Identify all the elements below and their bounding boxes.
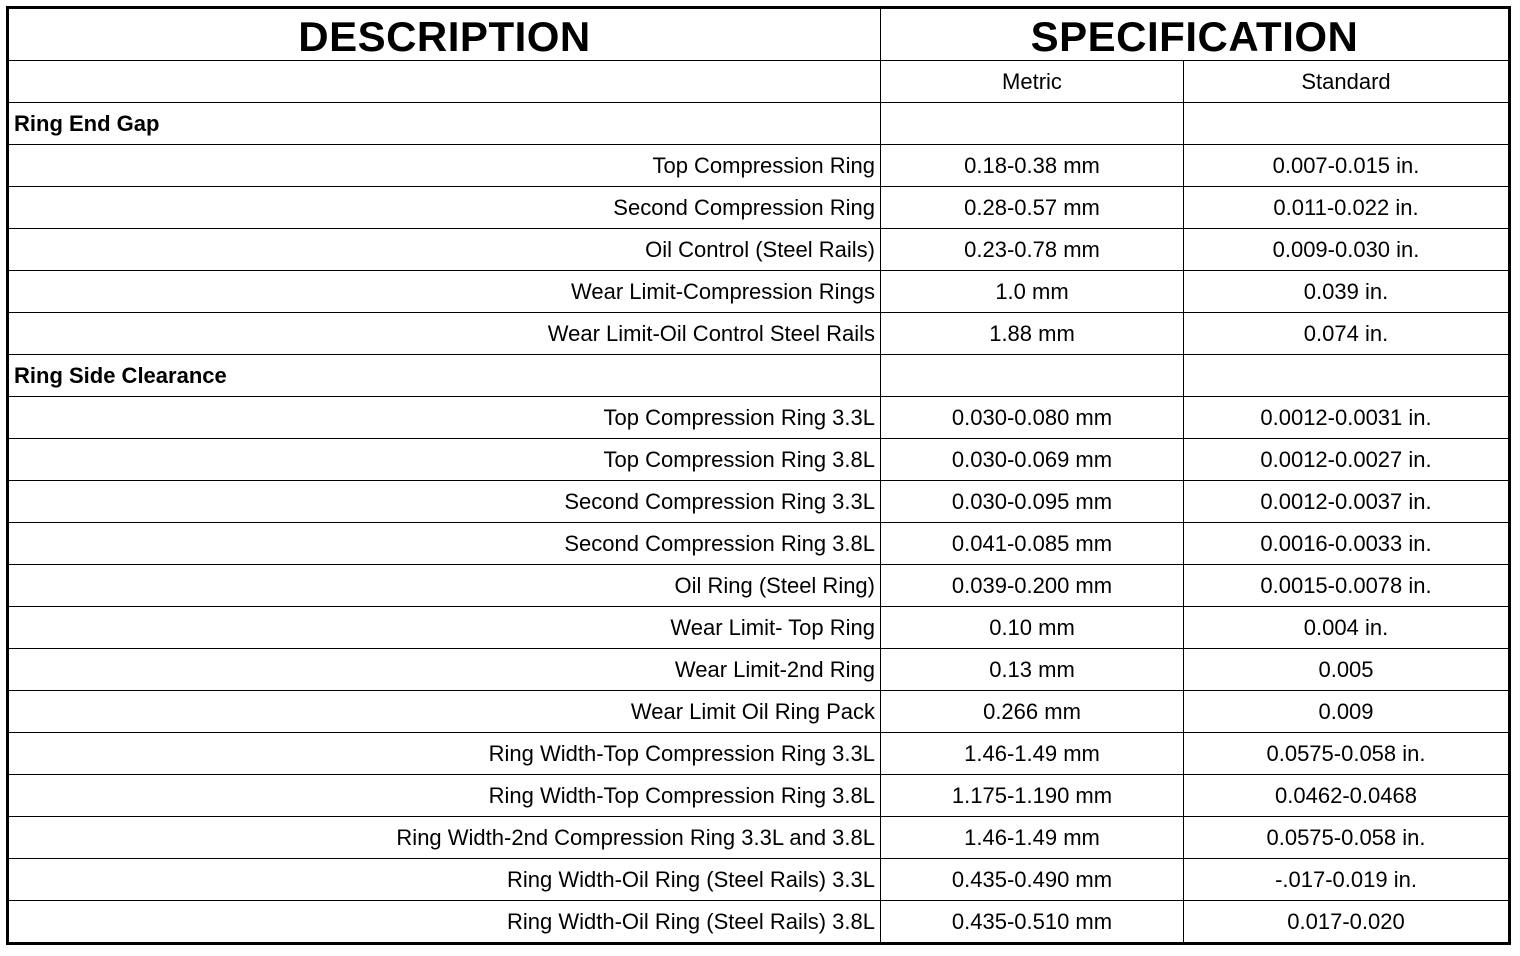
table-row	[8, 901, 1510, 944]
specification-table	[6, 6, 1511, 945]
table-row	[8, 649, 1510, 691]
specification-header: SPECIFICATION	[881, 8, 1510, 61]
table-row	[8, 859, 1510, 901]
standard-value: 0.0462-0.0468	[1184, 775, 1510, 817]
table-row	[8, 775, 1510, 817]
standard-value: 0.004 in.	[1184, 607, 1510, 649]
table-row	[8, 733, 1510, 775]
standard-value: 0.0012-0.0031 in.	[1184, 397, 1510, 439]
table-row	[8, 607, 1510, 649]
standard-value: 0.0575-0.058 in.	[1184, 733, 1510, 775]
metric-value: 1.175-1.190 mm	[881, 775, 1184, 817]
table-row	[8, 271, 1510, 313]
metric-header: Metric	[881, 61, 1184, 103]
units-header-blank	[8, 61, 881, 103]
table-row	[8, 691, 1510, 733]
standard-value: 0.011-0.022 in.	[1184, 187, 1510, 229]
spec-description: Oil Control (Steel Rails)	[8, 229, 881, 271]
spec-description: Second Compression Ring 3.3L	[8, 481, 881, 523]
spec-description: Ring Width-Oil Ring (Steel Rails) 3.3L	[8, 859, 881, 901]
spec-description: Wear Limit-Oil Control Steel Rails	[8, 313, 881, 355]
metric-value: 0.13 mm	[881, 649, 1184, 691]
section-title: Ring End Gap	[8, 103, 881, 145]
spec-description: Wear Limit Oil Ring Pack	[8, 691, 881, 733]
metric-value: 0.435-0.510 mm	[881, 901, 1184, 944]
section-metric-blank	[881, 355, 1184, 397]
section-standard-blank	[1184, 103, 1510, 145]
standard-value: 0.009	[1184, 691, 1510, 733]
metric-value: 0.435-0.490 mm	[881, 859, 1184, 901]
section-title: Ring Side Clearance	[8, 355, 881, 397]
metric-value: 0.23-0.78 mm	[881, 229, 1184, 271]
metric-value: 0.030-0.080 mm	[881, 397, 1184, 439]
spec-description: Wear Limit- Top Ring	[8, 607, 881, 649]
description-header: DESCRIPTION	[8, 8, 881, 61]
standard-value: 0.0016-0.0033 in.	[1184, 523, 1510, 565]
standard-value: 0.009-0.030 in.	[1184, 229, 1510, 271]
metric-value: 0.041-0.085 mm	[881, 523, 1184, 565]
section-metric-blank	[881, 103, 1184, 145]
metric-value: 1.0 mm	[881, 271, 1184, 313]
spec-description: Top Compression Ring 3.8L	[8, 439, 881, 481]
table-row	[8, 397, 1510, 439]
standard-header: Standard	[1184, 61, 1510, 103]
standard-value: 0.0575-0.058 in.	[1184, 817, 1510, 859]
metric-value: 0.039-0.200 mm	[881, 565, 1184, 607]
standard-value: 0.0012-0.0037 in.	[1184, 481, 1510, 523]
spec-description: Ring Width-Top Compression Ring 3.8L	[8, 775, 881, 817]
metric-value: 0.28-0.57 mm	[881, 187, 1184, 229]
metric-value: 0.18-0.38 mm	[881, 145, 1184, 187]
table-row	[8, 439, 1510, 481]
specification-table-body	[8, 8, 1510, 944]
standard-value: 0.017-0.020	[1184, 901, 1510, 944]
table-row	[8, 481, 1510, 523]
table-row	[8, 817, 1510, 859]
spec-description: Ring Width-Top Compression Ring 3.3L	[8, 733, 881, 775]
units-header-row	[8, 61, 1510, 103]
standard-value: 0.005	[1184, 649, 1510, 691]
metric-value: 0.266 mm	[881, 691, 1184, 733]
standard-value: 0.0015-0.0078 in.	[1184, 565, 1510, 607]
spec-description: Wear Limit-2nd Ring	[8, 649, 881, 691]
table-row	[8, 523, 1510, 565]
spec-description: Top Compression Ring	[8, 145, 881, 187]
metric-value: 0.10 mm	[881, 607, 1184, 649]
section-header-row	[8, 103, 1510, 145]
standard-value: 0.074 in.	[1184, 313, 1510, 355]
metric-value: 1.46-1.49 mm	[881, 733, 1184, 775]
metric-value: 1.88 mm	[881, 313, 1184, 355]
spec-description: Wear Limit-Compression Rings	[8, 271, 881, 313]
standard-value: 0.039 in.	[1184, 271, 1510, 313]
standard-value: -.017-0.019 in.	[1184, 859, 1510, 901]
table-row	[8, 187, 1510, 229]
table-row	[8, 313, 1510, 355]
section-standard-blank	[1184, 355, 1510, 397]
table-row	[8, 229, 1510, 271]
metric-value: 1.46-1.49 mm	[881, 817, 1184, 859]
spec-description: Second Compression Ring 3.8L	[8, 523, 881, 565]
spec-description: Ring Width-Oil Ring (Steel Rails) 3.8L	[8, 901, 881, 944]
standard-value: 0.007-0.015 in.	[1184, 145, 1510, 187]
standard-value: 0.0012-0.0027 in.	[1184, 439, 1510, 481]
spec-description: Top Compression Ring 3.3L	[8, 397, 881, 439]
spec-description: Ring Width-2nd Compression Ring 3.3L and 3.8L	[8, 817, 881, 859]
header-row	[8, 8, 1510, 61]
table-row	[8, 145, 1510, 187]
table-row	[8, 565, 1510, 607]
spec-description: Oil Ring (Steel Ring)	[8, 565, 881, 607]
spec-description: Second Compression Ring	[8, 187, 881, 229]
metric-value: 0.030-0.069 mm	[881, 439, 1184, 481]
metric-value: 0.030-0.095 mm	[881, 481, 1184, 523]
section-header-row	[8, 355, 1510, 397]
